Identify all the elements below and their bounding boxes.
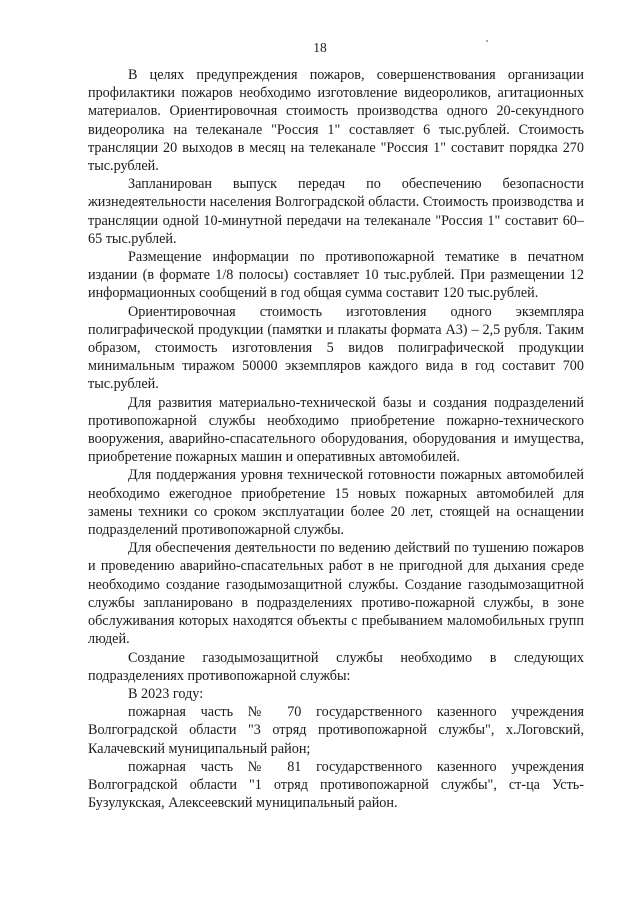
paragraph-video-production: В целях предупреждения пожаров, совершенствования организации профилактики пожаров необходимо изготовление видеороликов, агитационных материалов. Ориентировочная стоимость производства одного 20-секундного видеоролика на телеканале "Россия 1" составляет 6 тыс.рублей. Стоимость трансляции 20 выходов в месяц на телеканале "Россия 1" составит порядка 270 тыс.рублей. [88, 67, 584, 175]
paragraph-fire-vehicles: Для поддержания уровня технической готовности пожарных автомобилей необходимо ежегодное приобретение 15 новых пожарных автомобилей для замены техники со сроком эксплуатации более 20 лет, стоящей на оснащении подразделений противопожарной службы. [88, 467, 584, 539]
paragraph-printed-products: Ориентировочная стоимость изготовления одного экземпляра полиграфической продукции (памятки и плакаты формата А3) – 2,5 рубля. Таким образом, стоимость изготовления 5 видов полиграфической продукции минимальным тиражом 50000 экземпляров каждого вида в год составит 700 тыс.рублей. [88, 303, 584, 393]
paragraph-units-intro: Создание газодымозащитной службы необходимо в следующих подразделениях противопожарной службы: [88, 649, 584, 684]
document-body [88, 66, 584, 812]
paragraph-material-base: Для развития материально-технической базы и создания подразделений противопожарной службы необходимо приобретение пожарно-технического вооружения, аварийно-спасательного оборудования, оборудования и имущества, приобретение пожарных машин и оперативных автомобилей. [88, 394, 584, 466]
scan-speck [486, 40, 488, 42]
paragraph-print-media: Размещение информации по противопожарной тематике в печатном издании (в формате 1/8 полосы) составляет 10 тыс.рублей. При размещении 12 информационных сообщений в год общая сумма составит 120 тыс.рублей. [88, 249, 584, 302]
paragraph-tv-programs: Запланирован выпуск передач по обеспечению безопасности жизнедеятельности населения Волгоградской области. Стоимость производства и трансляции одной 10-минутной передачи на телеканале "Россия 1" составит 60–65 тыс.рублей. [88, 176, 584, 247]
paragraph-year-heading: В 2023 году: [128, 685, 204, 702]
paragraph-unit-81: пожарная часть № 81 государственного казенного учреждения Волгоградской области "1 отряд противопожарной службы", ст-ца Усть-Бузулукская, Алексеевский муниципальный район. [88, 758, 584, 812]
page-number: 18 [313, 40, 327, 55]
paragraph-gas-smoke-service: Для обеспечения деятельности по ведению действий по тушению пожаров и проведению аварийно-спасательных работ в не пригодной для дыхания среде необходимо создание газодымозащитной службы. Создание газодымозащитной службы запланировано в подразделениях противо-пожарной службы, в зоне обслуживания которых находятся объекты с пребыванием маломобильных групп людей. [88, 540, 584, 648]
paragraph-unit-70: пожарная часть № 70 государственного казенного учреждения Волгоградской области "3 отряд противопожарной службы", х.Логовский, Калачевский муниципальный район; [88, 704, 584, 757]
